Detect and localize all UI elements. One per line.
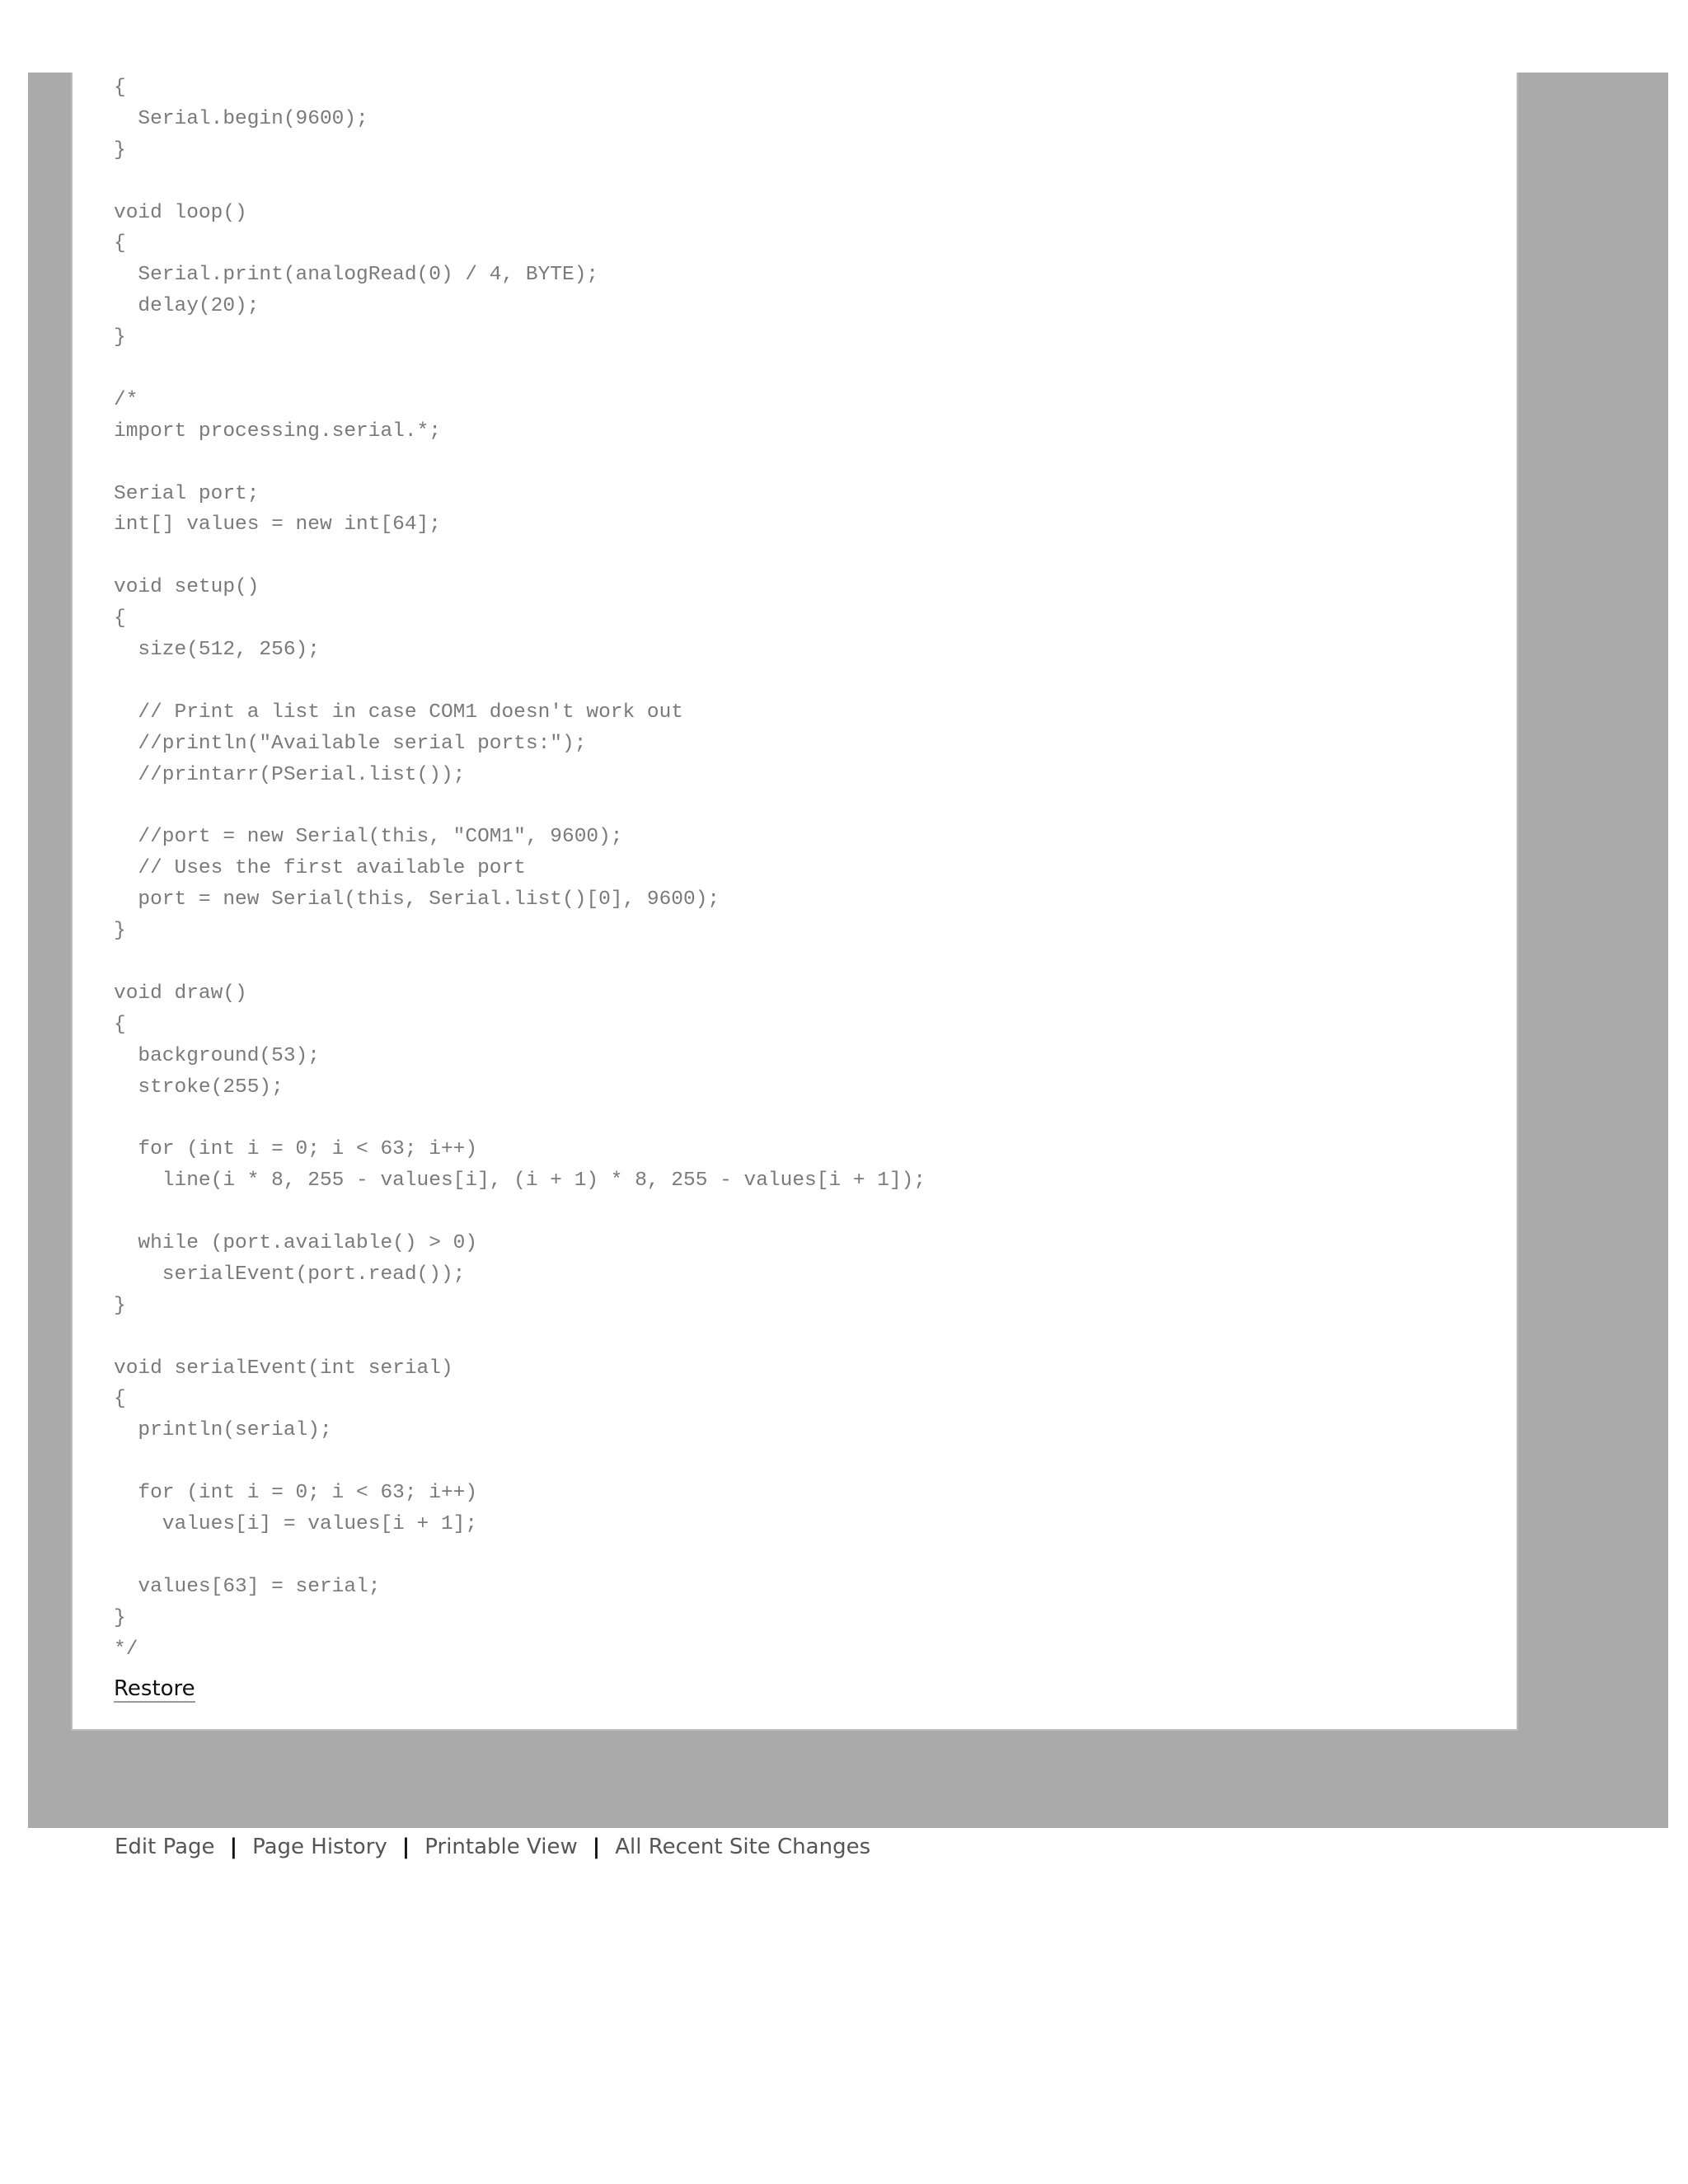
code-line: Serial.print(analogRead(0) / 4, BYTE); [114, 264, 599, 287]
footer-nav [115, 1835, 870, 1859]
code-line: //printarr(PSerial.list()); [114, 763, 466, 786]
code-line: for (int i = 0; i < 63; i++) [114, 1138, 478, 1161]
edit-page-link[interactable]: Edit Page [115, 1835, 215, 1859]
code-line: //println("Available serial ports:"); [114, 732, 587, 755]
code-line [114, 448, 1498, 479]
code-line: void draw() [114, 982, 247, 1005]
code-line [114, 666, 1498, 697]
code-line: background(53); [114, 1044, 320, 1067]
code-line: for (int i = 0; i < 63; i++) [114, 1482, 478, 1505]
code-line: } [114, 138, 126, 162]
printable-view-link[interactable]: Printable View [424, 1835, 578, 1859]
code-line: size(512, 256); [114, 639, 320, 662]
code-line: { [114, 1013, 126, 1036]
code-line: } [114, 920, 126, 943]
code-line [114, 1446, 1498, 1478]
code-line: while (port.available() > 0) [114, 1231, 478, 1254]
code-line [114, 790, 1498, 822]
code-line: values[i] = values[i + 1]; [114, 1512, 478, 1535]
content-panel [71, 73, 1518, 1731]
code-line: } [114, 326, 126, 349]
code-line: { [114, 1388, 126, 1411]
code-line [114, 1103, 1498, 1134]
code-line: Serial port; [114, 482, 260, 505]
code-line [114, 354, 1498, 385]
code-line [114, 1197, 1498, 1228]
code-line: // Print a list in case COM1 doesn't work out [114, 701, 684, 724]
code-line: delay(20); [114, 295, 260, 318]
restore-link[interactable]: Restore [114, 1676, 195, 1701]
code-line: values[63] = serial; [114, 1575, 381, 1598]
separator: | [401, 1835, 410, 1859]
separator: | [229, 1835, 238, 1859]
code-line: void setup() [114, 576, 260, 599]
code-line: void serialEvent(int serial) [114, 1357, 453, 1380]
code-line [114, 1540, 1498, 1572]
separator: | [592, 1835, 601, 1859]
code-line [114, 947, 1498, 978]
code-line [114, 541, 1498, 572]
page-frame [28, 73, 1668, 1859]
code-line [114, 166, 1498, 198]
code-line: */ [114, 1638, 138, 1661]
code-line: Serial.begin(9600); [114, 107, 368, 130]
code-line: int[] values = new int[64]; [114, 513, 441, 537]
recent-changes-link[interactable]: All Recent Site Changes [615, 1835, 871, 1859]
code-line: serialEvent(port.read()); [114, 1263, 466, 1286]
code-line: { [114, 607, 126, 630]
code-line: println(serial); [114, 1419, 332, 1442]
code-line: line(i * 8, 255 - values[i], (i + 1) * 8, 255 - values[i + 1]); [114, 1169, 926, 1193]
code-line: /* [114, 388, 138, 411]
page-history-link[interactable]: Page History [252, 1835, 387, 1859]
code-line: } [114, 1606, 126, 1629]
code-line: stroke(255); [114, 1076, 284, 1099]
code-line: //port = new Serial(this, "COM1", 9600); [114, 826, 623, 849]
code-line: void loop() [114, 201, 247, 224]
code-line: port = new Serial(this, Serial.list()[0], 9600); [114, 888, 720, 912]
code-line [114, 1322, 1498, 1353]
code-line: import processing.serial.*; [114, 419, 441, 443]
code-line: } [114, 1294, 126, 1317]
code-line: { [114, 232, 126, 255]
code-line: // Uses the first available port [114, 857, 526, 880]
code-block [114, 73, 1498, 1665]
code-line: { [114, 77, 126, 99]
